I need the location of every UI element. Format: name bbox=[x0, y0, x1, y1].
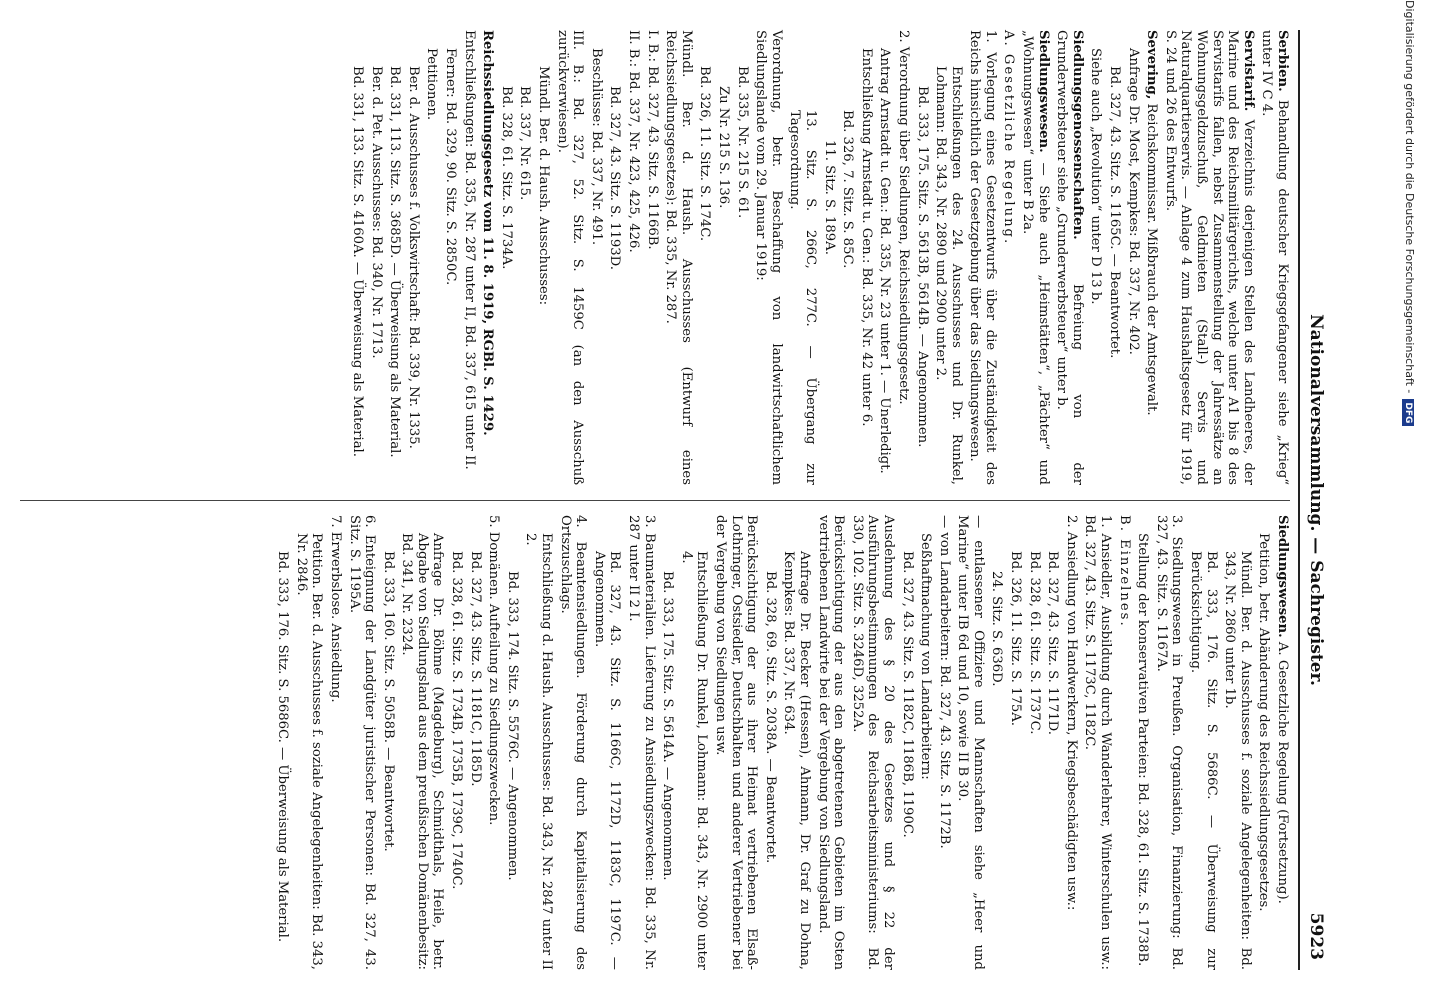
register-entry: Bd. 327, 43. Sitz. S. 1181C, 1185D. bbox=[467, 551, 483, 787]
register-entry: Bd. 326, 7. Sitz. S. 85C. bbox=[840, 110, 856, 269]
register-entry: Bd. 333, 174. Sitz. S. 5576C. — Angenommen. bbox=[504, 571, 520, 881]
register-entry: 2. Verordnung über Siedlungen, Reichssiedlungsgesetz. bbox=[895, 30, 911, 405]
register-entry: Petitionen. bbox=[424, 48, 440, 121]
header-rule bbox=[1298, 30, 1300, 970]
register-entry: Bd. 328, 61. Sitz. S. 1737C. bbox=[1026, 551, 1042, 735]
register-entry: Bd. 337, Nr. 615. bbox=[517, 86, 533, 201]
register-entry: Bd. 333, 176. Sitz. S. 5686C. — Überweisung als Material. bbox=[275, 551, 291, 943]
register-entry: 3. Baumaterialien. Lieferung zu Ansiedlungszwecken: Bd. 335, Nr. 287 unter II 2 I. bbox=[626, 515, 657, 970]
entry-text: — Siehe auch „Heimstätten“, „Pächter“ und „Wohnungswesen“ unter B 2a. bbox=[1020, 30, 1051, 485]
register-entry: Bd. 327, 43. Sitz. S. 1182C, 1186B, 1190C. bbox=[899, 551, 915, 838]
right-column bbox=[272, 515, 1290, 970]
register-entry: — von Landarbeitern: Bd. 327, 43. Sitz. S. 1172B. bbox=[936, 515, 952, 849]
register-entry: Bd. 333, 176. Sitz. S. 5686C. — Überweisung zur Berücksichtigung. bbox=[1188, 551, 1219, 970]
register-entry: Bd. 333, 175. Sitz. S. 5614A. — Angenommen. bbox=[660, 571, 676, 881]
register-entry: Anfrage Dr. Böhme (Magdeburg), Schmidthals, Heile, betr. Abgabe von Siedlungsland aus dem preußischen Domänenbesitz: Bd. 341, Nr. 2324. bbox=[399, 533, 446, 970]
register-entry: Bd. 326, 11. Sitz. S. 174C. bbox=[697, 66, 713, 242]
register-entry bbox=[1054, 30, 1085, 485]
register-entry: Berücksichtigung der aus ihrer Heimat vertriebenen Elsaß-Lothringer, Ostsiedler, Deutschbalten und anderer Vertriebener bei der Vergebung von Siedlungen usw. bbox=[713, 515, 760, 970]
register-entry: 4. Beamtensiedlungen. Förderung durch Kapitalisierung des Ortszuschlags. bbox=[557, 515, 589, 970]
register-entry: 3. Siedlungswesen in Preußen. Organisation, Finanzierung: Bd. 327, 43. Sitz. S. 1167A. bbox=[1153, 515, 1185, 970]
register-entry: Mündl. Ber. d. Haush. Ausschusses (Entwurf eines Reichssiedlungsgesetzes): Bd. 335, Nr. 287. bbox=[663, 30, 694, 485]
register-entry: Entschließung d. Haush. Ausschusses: Bd. 343, Nr. 2847 unter II 2. bbox=[523, 533, 555, 970]
register-entry: Bd. 333, 175. Sitz. S. 5613B, 5614B. — Angenommen. bbox=[914, 86, 930, 448]
register-entry: Seßhaftmachung von Landarbeitern: bbox=[918, 533, 934, 780]
register-entry: Mündl. Ber. d. Ausschusses f. soziale Angelegenheiten: Bd. 343, Nr. 2860 unter 1b. bbox=[1222, 551, 1253, 970]
register-entry: Antrag Arnstadt u. Gen.: Bd. 335, Nr. 23 unter 1. — Unerledigt. bbox=[877, 48, 893, 474]
register-entry: Ber. d. Pet. Ausschusses: Bd. 340, Nr. 1713. bbox=[368, 66, 384, 359]
register-entry: Reichssiedlungsgesetz vom 11. 8. 1919, RGBl. S. 1429. bbox=[480, 30, 496, 436]
entry-text: Befreiung von der Grunderwerbsteuer siehe „Grunderwerbsteuer“ unter b. bbox=[1054, 30, 1085, 485]
register-entry: Entschließungen: Bd. 335, Nr. 287 unter II, Bd. 337, 615 unter II. bbox=[461, 30, 477, 470]
entry-keyword: Serbien. bbox=[1275, 30, 1290, 92]
register-entry: 1. Ansiedler, Ausbildung durch Wanderlehrer, Winterschulen usw.: Bd. 327, 43. Sitz. S. 1173C, 1182C. bbox=[1082, 515, 1114, 970]
register-entry bbox=[1144, 30, 1160, 485]
register-entry: II. B.: Bd. 337, Nr. 423, 425, 426. bbox=[626, 30, 642, 253]
register-entry: Bd. 328, 61. Sitz. S. 1734B, 1735B, 1739C, 1740C. bbox=[449, 551, 465, 890]
register-entry bbox=[1274, 515, 1290, 970]
entry-text: Behandlung deutscher Kriegsgefangener siehe „Krieg“ unter IV C 4. bbox=[1259, 30, 1290, 485]
entry-text: A. Gesetzliche Regelung (Fortsetzung). bbox=[1275, 637, 1290, 904]
register-entry: Bd. 335, Nr. 215 S. 61. bbox=[734, 66, 750, 219]
register-entry: Bd. 331, 113. Sitz. S. 3685D. — Überweisung als Material. bbox=[387, 66, 403, 458]
register-entry: Entschließung Arnstadt u. Gen.: Bd. 335, Nr. 42 unter 6. bbox=[858, 48, 874, 427]
register-entry: Mündl. Ber. d. Haush. Ausschusses: bbox=[536, 66, 552, 306]
entry-keyword: Severing, bbox=[1144, 30, 1160, 100]
register-entry: Entschließung Dr. Runkel, Lohmann: Bd. 343, Nr. 2900 unter 4. bbox=[678, 551, 710, 970]
page-header bbox=[1300, 40, 1334, 960]
register-entry bbox=[1259, 30, 1290, 485]
register-entry: I. B.: Bd. 327, 43. Sitz. S. 1166B. bbox=[644, 30, 660, 250]
register-entry: 11. Sitz. S. 189A. bbox=[821, 140, 837, 255]
running-title: Nationalversammlung. — Sachregister. bbox=[1306, 314, 1326, 686]
register-entry: Ausdehnung des § 20 des Gesetzes und § 22 der Ausführungsbestimmungen des Reichsarbeitsministeriums: Bd. 330, 102. Sitz. S. 3246D, 3252A. bbox=[849, 515, 896, 970]
register-entry: Beschlüsse: Bd. 337, Nr. 491. bbox=[588, 48, 604, 246]
entry-text: Verzeichnis derjenigen Stellen des Landheeres, der Marine und des Reichsmilitärgerichts, welche unter A1 bis 8 des Servistarifs fallen, nebst Zusammenstellung der Jahressätze an Wohnungsgeldzuschuß, Geldmieten (Stall-) Servis und Naturalquartierservis. — Anlage 4 zum Haushaltsgesetz für 1919, S. 24 und 26 des Entwurfs. bbox=[1162, 30, 1256, 485]
register-entry: Bd. 327, 43. Sitz. S. 1165C. — Beantwortet. bbox=[1107, 66, 1123, 359]
register-entry: III. B.: Bd. 327, 52. Sitz. S. 1459C (an den Ausschuß zurückverwiesen). bbox=[554, 30, 586, 485]
register-entry: 7. Erwerbslose. Ansiedlung. bbox=[327, 515, 343, 703]
register-entry: Anfrage Dr. Becker (Hessen), Ahmann, Dr. Graf zu Dohna, Kempkes: Bd. 337, Nr. 634. bbox=[781, 551, 812, 970]
register-entry: B. Einzelnes. bbox=[1116, 515, 1132, 628]
entry-keyword: Siedlungswesen. bbox=[1275, 515, 1290, 638]
register-entry: 24. Sitz. S. 636D. bbox=[989, 571, 1005, 687]
register-entry: — entlassener Offiziere und Mannschaften siehe „Heer und Marine“ unter IB 6d und 10, sowie II B 30. bbox=[955, 515, 986, 970]
register-entry: Bd. 328, 61. Sitz. S. 1734A. bbox=[498, 86, 514, 270]
register-entry: Bd. 327, 43. Sitz. S. 1166C, 1172D, 1183C, 1197C. — Angenommen. bbox=[591, 551, 623, 970]
digitization-footer bbox=[1398, 0, 1416, 1000]
register-entry: Anfrage Dr. Most, Kempkes: Bd. 337, Nr. 402. bbox=[1125, 48, 1141, 355]
register-entry bbox=[1162, 30, 1256, 485]
register-entry: Petition, betr. Abänderung des Reichssiedlungsgesetzes. bbox=[1256, 533, 1272, 912]
register-entry: 13. Sitz. S. 266C, 277C. — Übergang zur Tagesordnung. bbox=[787, 110, 818, 485]
register-entry: Petition. Ber. d. Ausschusses f. soziale Angelegenheiten: Bd. 343, Nr. 2846. bbox=[293, 533, 325, 970]
entry-keyword: Servistarif. bbox=[1240, 30, 1256, 112]
register-entry: Bd. 326, 11. Sitz. S. 175A. bbox=[1008, 551, 1024, 726]
register-entry: Siehe auch „Revolution“ unter D 13 b. bbox=[1088, 48, 1104, 305]
register-entry: Verordnung, betr. Beschaffung von landwirtschaftlichem Siedlungslande vom 29. Januar 1919: bbox=[753, 30, 784, 485]
register-entry: Ferner: Bd. 329, 90. Sitz. S. 2850C. bbox=[443, 48, 459, 286]
register-entry: Zu Nr. 215 S. 136. bbox=[716, 86, 731, 209]
register-entry: Entschließungen des 24. Ausschusses und Dr. Runkel, Lohmann: Bd. 343, Nr. 2890 und 2900 unter 2. bbox=[933, 66, 964, 485]
left-column bbox=[347, 30, 1290, 485]
column-divider bbox=[20, 500, 1290, 501]
register-entry: Bd. 328, 69. Sitz. S. 2038A. — Beantwortet. bbox=[762, 571, 778, 864]
page-number: 5923 bbox=[1306, 912, 1326, 960]
register-entry: Ber. d. Ausschusses f. Volkswirtschaft: Bd. 339, Nr. 1335. bbox=[405, 66, 421, 449]
entry-keyword: Siedlungsgenossenschaften. bbox=[1069, 30, 1085, 240]
register-entry: Stellung der konservativen Parteien: Bd. 328, 61. Sitz. S. 1738B. bbox=[1135, 533, 1151, 967]
register-entry: 1. Vorlegung eines Gesetzentwurfs über die Zuständigkeit des Reichs hinsichtlich der Gesetzgebung über das Siedlungswesen. bbox=[967, 30, 998, 485]
dfg-logo: DFG bbox=[1402, 399, 1414, 426]
register-entry: Bd. 333, 160. Sitz. S. 5058B. — Beantwortet. bbox=[380, 551, 396, 852]
register-entry: A. Gesetzliche Regelung. bbox=[1001, 30, 1017, 246]
register-entry bbox=[1020, 30, 1051, 485]
register-entry: 6. Enteignung der Landgüter juristischer Personen: Bd. 327, 43. Sitz. S. 1195A. bbox=[346, 515, 378, 970]
entry-text: Reichskommissar. Mißbrauch der Amtsgewalt. bbox=[1144, 99, 1160, 416]
register-entry: Bd. 327, 43. Sitz. S. 1193D. bbox=[607, 86, 623, 270]
register-entry: Berücksichtigung der aus den abgetretenen Gebieten im Osten vertriebenen Landwirte bei der Vergebung von Siedlungsland. bbox=[815, 515, 847, 970]
register-entry: Bd. 331, 133. Sitz. S. 4160A. — Überweisung als Material. bbox=[350, 66, 366, 457]
register-entry: 2. Ansiedlung von Handwerkern, Kriegsbeschädigten usw.: bbox=[1063, 515, 1079, 911]
footer-text: Digitalisierung gefördert durch die Deutsche Forschungsgemeinschaft - bbox=[1403, 0, 1416, 394]
entry-keyword: Siedlungswesen. bbox=[1035, 30, 1051, 153]
register-entry: 5. Domänen. Aufteilung zu Siedlungszwecken. bbox=[486, 515, 502, 826]
register-entry: Bd. 327, 43. Sitz. S. 1171D. bbox=[1045, 551, 1061, 735]
